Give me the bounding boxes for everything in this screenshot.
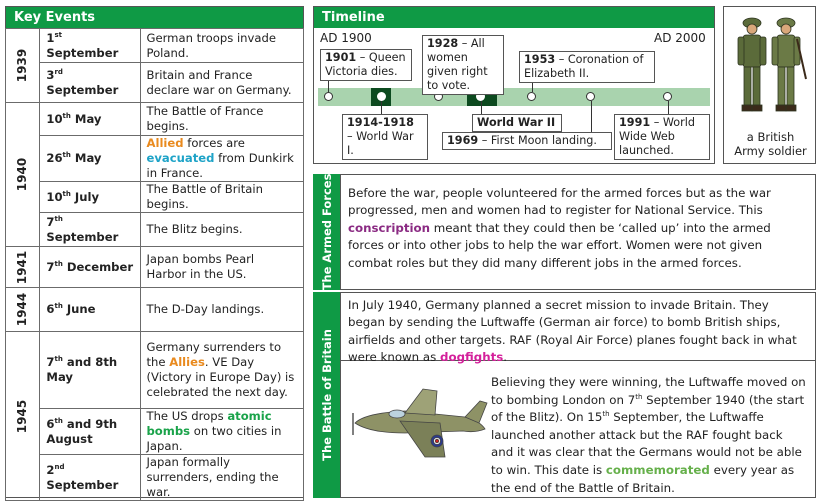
date-cell: 2nd September bbox=[40, 455, 140, 501]
key-events-panel bbox=[5, 6, 304, 498]
event-cell: The Blitz begins. bbox=[140, 213, 304, 247]
table-row bbox=[6, 288, 304, 332]
connector bbox=[481, 101, 482, 114]
event-cell: Japan formally surrenders, ending the war. bbox=[140, 455, 304, 501]
event-1914-1918: 1914-1918 – World War I. bbox=[342, 114, 428, 160]
event-cell: The US drops atomic bombs on two cities in Japan. bbox=[140, 409, 304, 455]
battle-of-britain-panel bbox=[340, 292, 816, 498]
table-row bbox=[6, 103, 304, 136]
table-row bbox=[6, 29, 304, 63]
timeline-title: Timeline bbox=[314, 7, 714, 28]
soldier-illustration bbox=[724, 9, 815, 125]
event-cell: Germany surrenders to the Allies. VE Day (Victory in Europe Day) is celebrated the next day. bbox=[140, 332, 304, 409]
date-cell: 6th June bbox=[40, 288, 140, 332]
soldier-icon bbox=[738, 18, 766, 111]
marker-1953 bbox=[527, 92, 536, 101]
event-1953: 1953 – Coronation of Elizabeth II. bbox=[519, 51, 655, 83]
table-row bbox=[6, 182, 304, 213]
connector bbox=[668, 101, 669, 114]
table-row bbox=[6, 63, 304, 103]
key-events-title: Key Events bbox=[6, 7, 303, 28]
year-cell: 1944 bbox=[6, 288, 40, 332]
marker-1901 bbox=[324, 92, 333, 101]
date-cell: 10th May bbox=[40, 103, 140, 136]
marker-1991 bbox=[663, 92, 672, 101]
table-row bbox=[6, 409, 304, 455]
connector bbox=[381, 101, 382, 114]
spitfire-icon bbox=[353, 389, 487, 457]
event-cell: Allied forces are evacuated from Dunkirk in France. bbox=[140, 136, 304, 182]
key-events-table bbox=[5, 28, 304, 501]
year-cell: 1945 bbox=[6, 332, 40, 501]
event-cell: German troops invade Poland. bbox=[140, 29, 304, 63]
date-cell: 3rd September bbox=[40, 63, 140, 103]
date-cell: 7th September bbox=[40, 213, 140, 247]
table-row bbox=[6, 136, 304, 182]
event-ww2: World War II bbox=[472, 114, 562, 132]
year-cell: 1940 bbox=[6, 103, 40, 247]
event-cell: The Battle of Britain begins. bbox=[140, 182, 304, 213]
date-cell: 6th and 9th August bbox=[40, 409, 140, 455]
timeline-end-label: AD 2000 bbox=[654, 31, 706, 45]
marker-1969 bbox=[586, 92, 595, 101]
date-cell: 26th May bbox=[40, 136, 140, 182]
year-cell: 1939 bbox=[6, 29, 40, 103]
armed-forces-tab: The Armed Forces bbox=[313, 174, 340, 290]
event-cell: Britain and France declare war on Germany. bbox=[140, 63, 304, 103]
soldier-caption: a British Army soldier bbox=[734, 130, 807, 158]
spitfire-plane-illustration bbox=[345, 383, 495, 463]
event-1969: 1969 – First Moon landing. bbox=[442, 132, 612, 150]
event-1928: 1928 – All women given right to vote. bbox=[422, 35, 504, 95]
table-row bbox=[6, 332, 304, 409]
event-cell: Japan bombs Pearl Harbor in the US. bbox=[140, 247, 304, 288]
table-row bbox=[6, 247, 304, 288]
event-cell: The D-Day landings. bbox=[140, 288, 304, 332]
date-cell: 1st September bbox=[40, 29, 140, 63]
battle-of-britain-p2: Believing they were winning, the Luftwaffe moved on to bombing London on 7th September 1940 (the start of the Blitz). On 15th September, the Luftwaffe launched another attack but the RAF fought back and it was clear that the Germans would not be able to win. This date is commemorated every year as the end of the Battle of Britain. bbox=[491, 375, 806, 495]
battle-of-britain-tab: The Battle of Britain bbox=[313, 292, 340, 498]
battle-of-britain-p1: In July 1940, Germany planned a secret mission to invade Britain. They began by sending the Luftwaffe (German air force) to bomb British ships, airfields and other targets. RAF (Royal Air Force) planes fought back in what were known as dogfights. bbox=[341, 293, 815, 361]
soldier-icon bbox=[772, 18, 806, 111]
year-cell: 1941 bbox=[6, 247, 40, 288]
marker-1914 bbox=[377, 92, 386, 101]
event-cell: The Battle of France begins. bbox=[140, 103, 304, 136]
event-1901: 1901 – Queen Victoria dies. bbox=[320, 49, 412, 81]
date-cell: 7th December bbox=[40, 247, 140, 288]
armed-forces-text: Before the war, people volunteered for the armed forces but as the war progressed, men and women had to register for National Service. This conscription meant that they could then be ‘called up’ into the armed forces or into other jobs to help the war effort. Women were not given combat roles but they did many different jobs in the armed forces. bbox=[340, 174, 816, 290]
timeline-start-label: AD 1900 bbox=[320, 31, 372, 45]
soldier-panel bbox=[723, 6, 816, 164]
connector bbox=[591, 101, 592, 132]
date-cell: 10th July bbox=[40, 182, 140, 213]
connector bbox=[328, 80, 329, 92]
table-row bbox=[6, 213, 304, 247]
timeline-panel bbox=[313, 6, 715, 164]
table-row bbox=[6, 455, 304, 501]
event-1991: 1991 – World Wide Web launched. bbox=[614, 114, 710, 160]
date-cell: 7th and 8th May bbox=[40, 332, 140, 409]
